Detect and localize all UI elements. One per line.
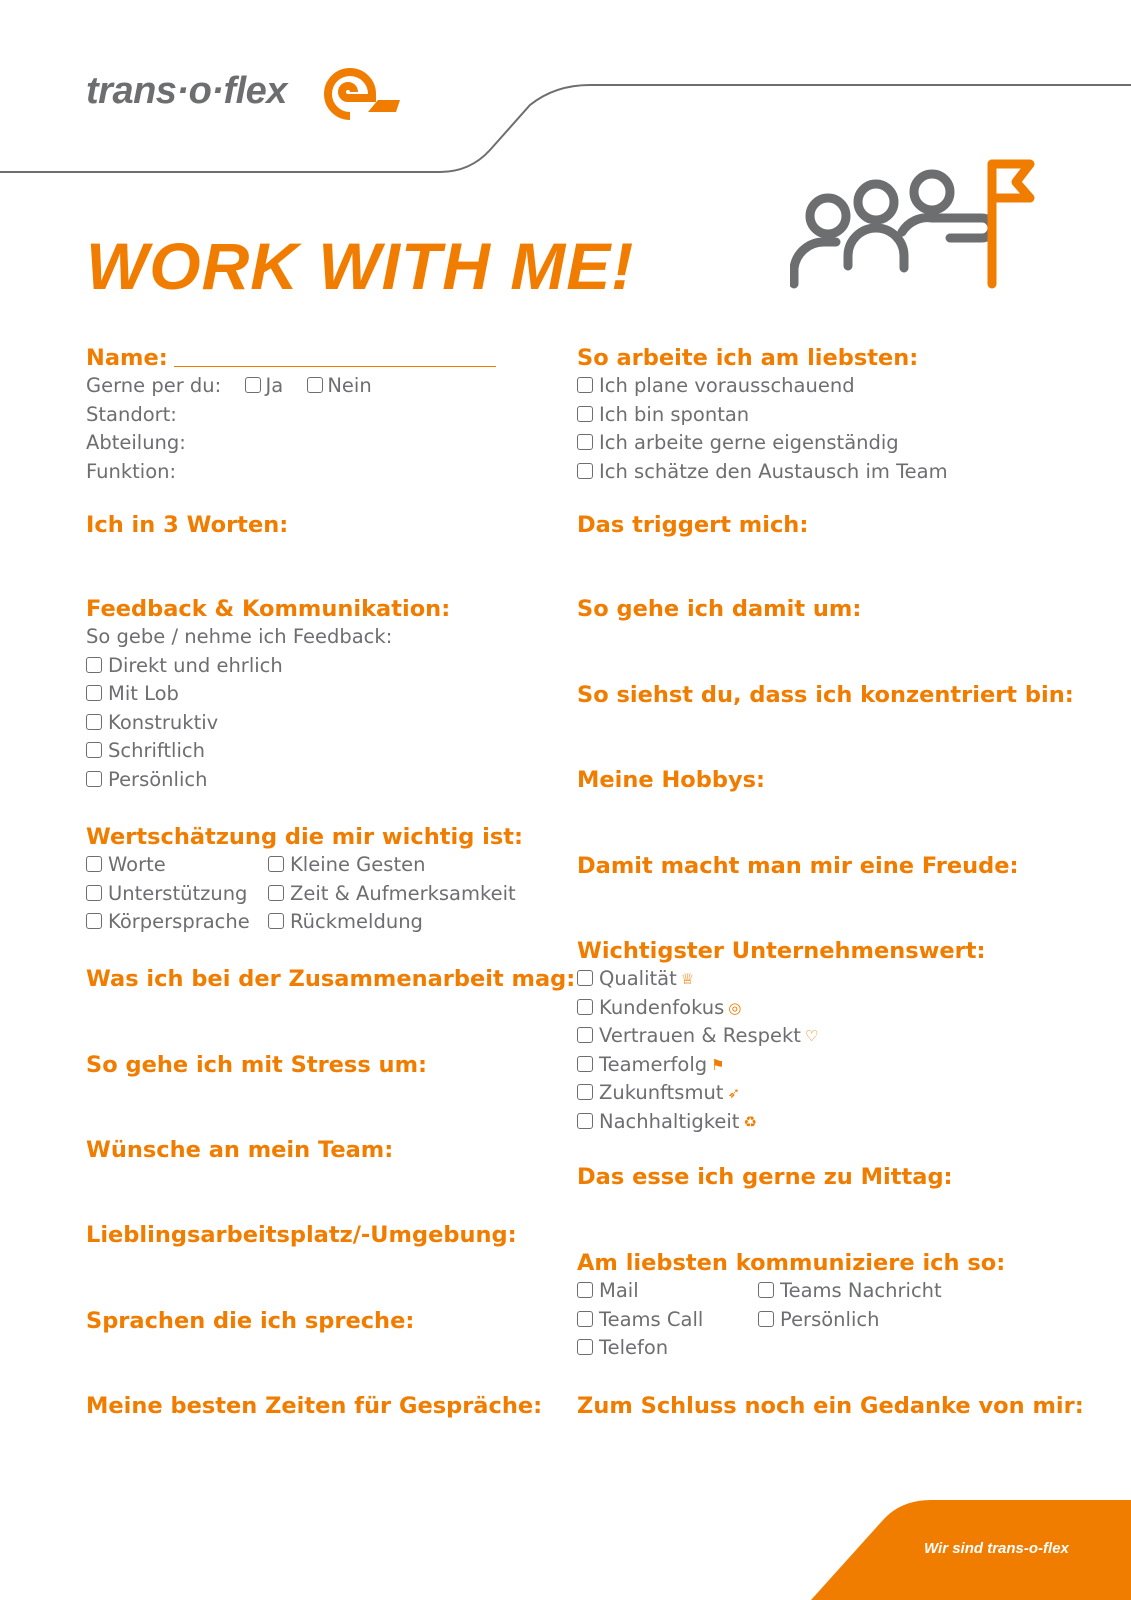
option-label: Teams Nachricht bbox=[780, 1279, 942, 1302]
workplace-heading: Lieblingsarbeitsplatz/-Umgebung: bbox=[86, 1222, 517, 1248]
checkbox[interactable] bbox=[268, 856, 284, 872]
option-label: Kleine Gesten bbox=[290, 853, 426, 876]
collab-section bbox=[86, 965, 576, 993]
option-label: Unterstützung bbox=[108, 881, 248, 905]
option-label: Telefon bbox=[599, 1336, 669, 1359]
checkbox[interactable] bbox=[577, 463, 593, 479]
best-times-heading: Meine besten Zeiten für Gespräche: bbox=[86, 1393, 543, 1419]
du-label: Gerne per du: bbox=[86, 374, 222, 397]
quality-icon: ♕ bbox=[680, 970, 695, 988]
du-no-checkbox[interactable] bbox=[307, 377, 323, 393]
checkbox[interactable] bbox=[577, 1056, 593, 1072]
hobbies-section bbox=[577, 766, 1047, 794]
feedback-section bbox=[86, 595, 556, 794]
option-label: Nachhaltigkeit bbox=[599, 1109, 740, 1133]
name-label: Name: bbox=[86, 345, 168, 371]
triggers-heading: Das triggert mich: bbox=[577, 512, 809, 538]
lunch-heading: Das esse ich gerne zu Mittag: bbox=[577, 1164, 953, 1190]
value-option[interactable] bbox=[577, 994, 1047, 1023]
option-label: Zukunftsmut bbox=[599, 1081, 724, 1104]
appreciation-option[interactable] bbox=[268, 908, 516, 937]
feedback-option[interactable] bbox=[86, 652, 556, 681]
appreciation-option[interactable] bbox=[268, 880, 516, 909]
communication-option[interactable] bbox=[577, 1334, 1047, 1363]
option-label: Mit Lob bbox=[108, 682, 179, 705]
team-flag-icon: ⚑ bbox=[711, 1055, 725, 1074]
logo-wordmark: trans·o·flex bbox=[86, 70, 287, 112]
appreciation-option[interactable] bbox=[268, 851, 516, 880]
option-label: Konstruktiv bbox=[108, 710, 219, 734]
work-style-option[interactable] bbox=[577, 401, 1047, 430]
checkbox[interactable] bbox=[86, 913, 102, 929]
work-style-heading: So arbeite ich am liebsten: bbox=[577, 345, 919, 371]
checkbox[interactable] bbox=[86, 856, 102, 872]
checkbox[interactable] bbox=[577, 999, 593, 1015]
checkbox[interactable] bbox=[758, 1282, 774, 1298]
stress-section bbox=[86, 1051, 556, 1079]
stress-heading: So gehe ich mit Stress um: bbox=[86, 1052, 428, 1078]
work-style-section bbox=[577, 344, 1047, 486]
standort-field[interactable]: Standort: bbox=[86, 402, 177, 426]
workplace-section bbox=[86, 1221, 556, 1249]
option-label: Persönlich bbox=[108, 767, 208, 791]
checkbox[interactable] bbox=[577, 434, 593, 450]
option-label: Qualität bbox=[599, 967, 677, 990]
focus-heading: So siehst du, dass ich konzentriert bin: bbox=[577, 682, 1074, 708]
checkbox[interactable] bbox=[577, 1113, 593, 1129]
du-no-label: Nein bbox=[327, 374, 372, 397]
checkbox[interactable] bbox=[577, 1339, 593, 1355]
communication-heading: Am liebsten kommuniziere ich so: bbox=[577, 1250, 1006, 1276]
du-yes-checkbox[interactable] bbox=[245, 377, 261, 393]
checkbox[interactable] bbox=[758, 1311, 774, 1327]
option-label: Rückmeldung bbox=[290, 910, 423, 933]
team-flag-illustration-icon bbox=[790, 158, 1050, 298]
collab-heading: Was ich bei der Zusammenarbeit mag: bbox=[86, 966, 576, 992]
feedback-option[interactable] bbox=[86, 766, 556, 795]
wishes-heading: Wünsche an mein Team: bbox=[86, 1137, 394, 1163]
checkbox[interactable] bbox=[268, 913, 284, 929]
company-value-heading: Wichtigster Unternehmenswert: bbox=[577, 938, 986, 964]
value-option[interactable] bbox=[577, 1108, 1047, 1137]
option-label: Direkt und ehrlich bbox=[108, 653, 283, 677]
communication-section bbox=[577, 1249, 1047, 1363]
abteilung-field[interactable]: Abteilung: bbox=[86, 431, 186, 454]
work-style-option[interactable] bbox=[577, 429, 1047, 458]
feedback-option[interactable] bbox=[86, 680, 556, 709]
checkbox[interactable] bbox=[86, 657, 102, 673]
option-label: Ich arbeite gerne eigenständig bbox=[599, 431, 899, 454]
option-label: Teams Call bbox=[599, 1307, 704, 1331]
checkbox[interactable] bbox=[577, 1084, 593, 1100]
company-value-section bbox=[577, 937, 1047, 1136]
closing-heading: Zum Schluss noch ein Gedanke von mir: bbox=[577, 1393, 1084, 1419]
best-times-section bbox=[86, 1392, 556, 1420]
checkbox[interactable] bbox=[577, 406, 593, 422]
customer-focus-icon: ◎ bbox=[728, 998, 742, 1017]
value-option[interactable] bbox=[577, 1051, 1047, 1080]
option-label: Ich plane vorausschauend bbox=[599, 374, 855, 397]
three-words-section bbox=[86, 511, 556, 539]
logo-mark-icon bbox=[322, 68, 402, 120]
checkbox[interactable] bbox=[86, 685, 102, 701]
value-option[interactable] bbox=[577, 1022, 1047, 1051]
feedback-option[interactable] bbox=[86, 737, 556, 766]
checkbox[interactable] bbox=[86, 742, 102, 758]
feedback-option[interactable] bbox=[86, 709, 556, 738]
name-field[interactable] bbox=[174, 346, 496, 367]
option-label: Mail bbox=[599, 1279, 639, 1302]
option-label: Worte bbox=[108, 853, 166, 876]
value-option[interactable] bbox=[577, 965, 1047, 994]
name-section bbox=[86, 344, 556, 486]
option-label: Teamerfolg bbox=[599, 1052, 708, 1076]
funktion-field[interactable]: Funktion: bbox=[86, 459, 177, 483]
du-row bbox=[86, 372, 556, 401]
languages-section bbox=[86, 1307, 556, 1335]
handshake-icon: ♡ bbox=[804, 1027, 819, 1045]
checkbox[interactable] bbox=[577, 377, 593, 393]
work-style-option[interactable] bbox=[577, 372, 1047, 401]
page-title: WORK WITH ME! bbox=[86, 229, 635, 303]
checkbox[interactable] bbox=[268, 885, 284, 901]
checkbox[interactable] bbox=[86, 771, 102, 787]
value-option[interactable] bbox=[577, 1079, 1047, 1108]
coping-heading: So gehe ich damit um: bbox=[577, 596, 862, 622]
du-yes-label: Ja bbox=[265, 374, 284, 397]
option-label: Ich schätze den Austausch im Team bbox=[599, 459, 948, 483]
checkbox[interactable] bbox=[86, 885, 102, 901]
option-label: Zeit & Aufmerksamkeit bbox=[290, 881, 516, 905]
three-words-heading: Ich in 3 Worten: bbox=[86, 512, 289, 538]
option-label: Körpersprache bbox=[108, 910, 250, 933]
appreciation-heading: Wertschätzung die mir wichtig ist: bbox=[86, 824, 524, 850]
checkbox[interactable] bbox=[577, 1311, 593, 1327]
joy-section bbox=[577, 852, 1047, 880]
feedback-intro: So gebe / nehme ich Feedback: bbox=[86, 625, 393, 648]
checkbox[interactable] bbox=[577, 1027, 593, 1043]
coping-section bbox=[577, 595, 1047, 623]
option-label: Kundenfokus bbox=[599, 995, 725, 1019]
hobbies-heading: Meine Hobbys: bbox=[577, 767, 766, 793]
option-label: Persönlich bbox=[780, 1307, 880, 1331]
checkbox[interactable] bbox=[86, 714, 102, 730]
lunch-section bbox=[577, 1163, 1047, 1191]
communication-option[interactable] bbox=[758, 1306, 942, 1335]
closing-section bbox=[577, 1392, 1084, 1420]
languages-heading: Sprachen die ich spreche: bbox=[86, 1308, 415, 1334]
appreciation-section bbox=[86, 823, 556, 937]
work-style-option[interactable] bbox=[577, 458, 1047, 487]
option-label: Ich bin spontan bbox=[599, 402, 750, 426]
option-label: Vertrauen & Respekt bbox=[599, 1024, 801, 1047]
rocket-icon: ➶ bbox=[727, 1084, 741, 1102]
communication-option[interactable] bbox=[758, 1277, 942, 1306]
sustainability-icon: ♻ bbox=[743, 1112, 757, 1131]
joy-heading: Damit macht man mir eine Freude: bbox=[577, 853, 1019, 879]
focus-section bbox=[577, 681, 1074, 709]
checkbox[interactable] bbox=[577, 970, 593, 986]
option-label: Schriftlich bbox=[108, 739, 205, 762]
triggers-section bbox=[577, 511, 1047, 539]
wishes-section bbox=[86, 1136, 556, 1164]
footer-slogan: Wir sind trans-o-flex bbox=[924, 1540, 1069, 1557]
checkbox[interactable] bbox=[577, 1282, 593, 1298]
feedback-heading: Feedback & Kommunikation: bbox=[86, 596, 451, 622]
